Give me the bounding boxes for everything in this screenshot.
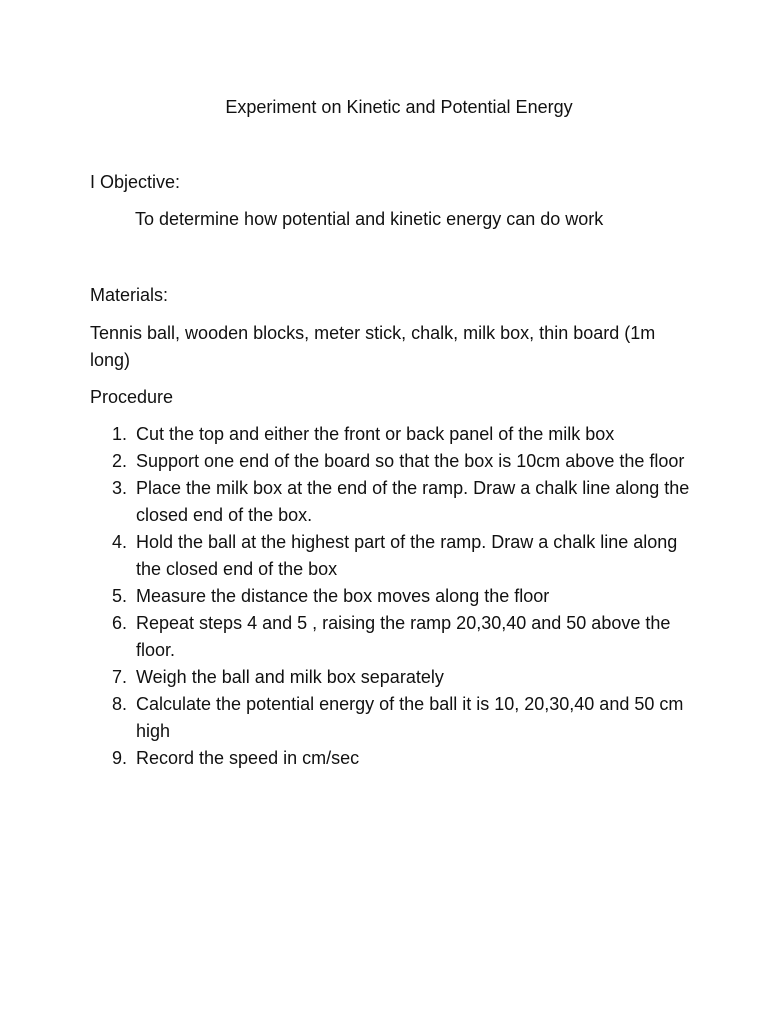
step-text: Support one end of the board so that the box is 10cm above the floor	[136, 451, 685, 471]
step-text: Calculate the potential energy of the ball it is 10, 20,30,40 and 50 cm high	[136, 694, 684, 741]
step-text: Place the milk box at the end of the ramp. Draw a chalk line along the closed end of the box.	[136, 478, 690, 525]
step-text: Record the speed in cm/sec	[136, 748, 360, 768]
step-text: Cut the top and either the front or back panel of the milk box	[136, 424, 615, 444]
step-number: 5.	[112, 586, 128, 606]
procedure-step	[90, 745, 690, 772]
procedure-step	[90, 529, 690, 583]
step-number: 1.	[112, 424, 128, 444]
objective-heading: I Objective:	[90, 172, 181, 192]
step-number: 4.	[112, 532, 128, 552]
procedure-step	[90, 664, 690, 691]
step-number: 9.	[112, 748, 128, 768]
document-title: Experiment on Kinetic and Potential Energy	[225, 97, 573, 117]
step-text: Hold the ball at the highest part of the ramp. Draw a chalk line along the closed end of the box	[136, 532, 678, 579]
step-number: 2.	[112, 451, 128, 471]
step-number: 6.	[112, 613, 128, 633]
procedure-step	[90, 691, 690, 745]
step-text: Measure the distance the box moves along the floor	[136, 586, 550, 606]
procedure-step	[90, 448, 690, 475]
step-number: 3.	[112, 478, 128, 498]
materials-text: Tennis ball, wooden blocks, meter stick, chalk, milk box, thin board (1m long)	[90, 323, 656, 370]
procedure-heading: Procedure	[90, 387, 174, 407]
step-number: 8.	[112, 694, 128, 714]
procedure-step	[90, 583, 690, 610]
step-text: Weigh the ball and milk box separately	[136, 667, 444, 687]
procedure-step	[90, 475, 690, 529]
step-number: 7.	[112, 667, 128, 687]
objective-text: To determine how potential and kinetic energy can do work	[135, 209, 604, 229]
procedure-step	[90, 421, 690, 448]
step-text: Repeat steps 4 and 5 , raising the ramp 20,30,40 and 50 above the floor.	[136, 613, 671, 660]
procedure-step	[90, 610, 690, 664]
procedure-steps-list	[90, 421, 690, 772]
materials-heading: Materials:	[90, 285, 169, 305]
